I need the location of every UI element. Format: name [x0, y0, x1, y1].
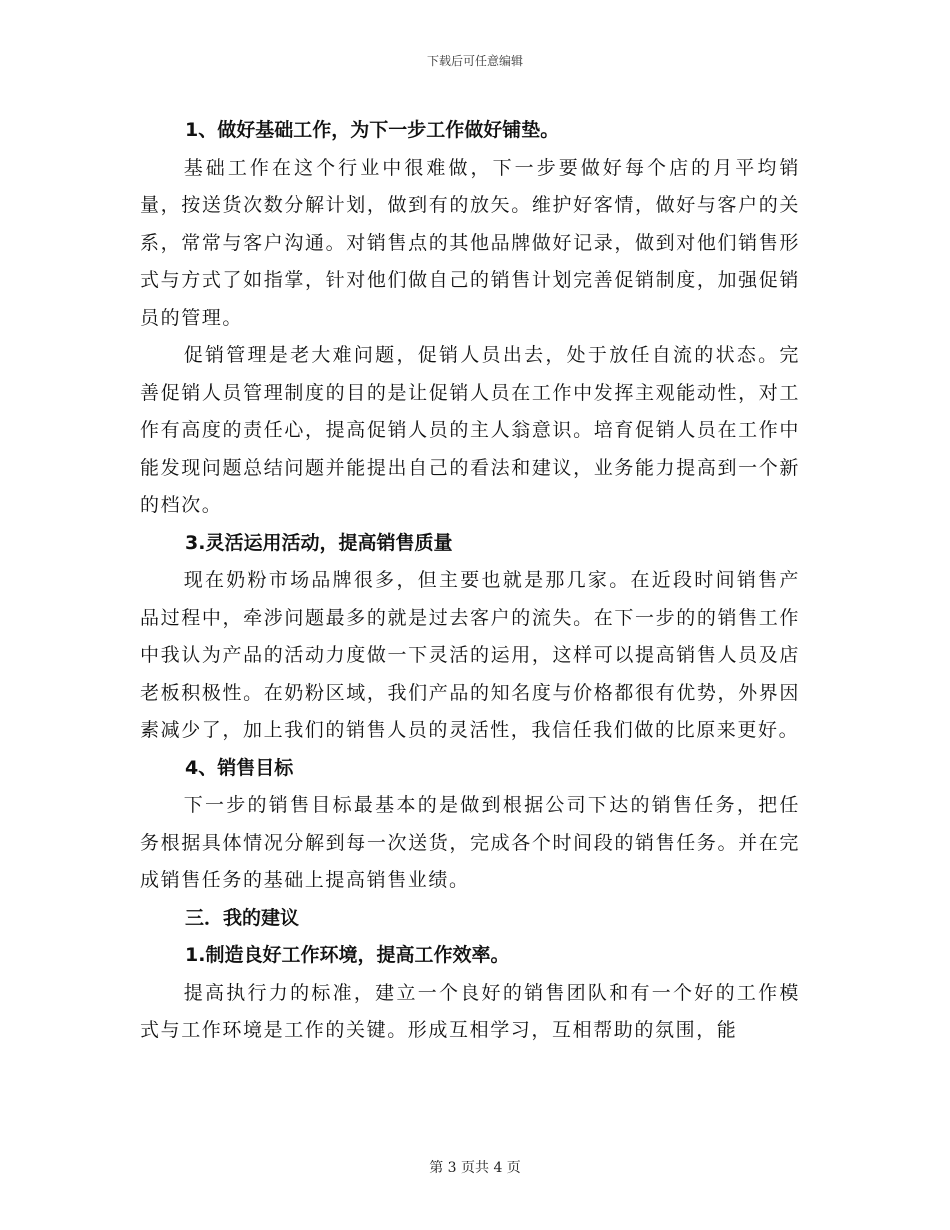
section-heading-suggestions: 三．我的建议 [185, 906, 300, 929]
section-heading-1: 1、做好基础工作，为下一步工作做好铺垫。 [185, 119, 560, 141]
section-heading-4: 4、销售目标 [185, 756, 294, 779]
paragraph-flexible-activities: 现在奶粉市场品牌很多，但主要也就是那几家。在近段时间销售产品过程中，牵涉问题最多的就是过去客户的流失。在下一步的的销售工作中我认为产品的活动力度做一下灵活的运用，这样可以提高销售人员及店老板积极性。在奶粉区域，我们产品的知名度与价格都很有优势，外界因素减少了，加上我们的销售人员的灵活性，我信任我们做的比原来更好。 [140, 569, 800, 741]
paragraph-sales-target: 下一步的销售目标最基本的是做到根据公司下达的销售任务，把任务根据具体情况分解到每一次送货，完成各个时间段的销售任务。并在完成销售任务的基础上提高销售业绩。 [140, 794, 800, 891]
section-heading-work-environment: 1.制造良好工作环境，提高工作效率。 [185, 944, 510, 966]
paragraph-work-environment: 提高执行力的标准，建立一个良好的销售团队和有一个好的工作模式与工作环境是工作的关键。形成互相学习，互相帮助的氛围，能 [140, 981, 800, 1041]
page-footer-number: 第 3 页共 4 页 [429, 1160, 521, 1176]
document-body [140, 110, 800, 1050]
section-heading-3: 3.灵活运用活动，提高销售质量 [185, 531, 453, 554]
paragraph-promotion-management: 促销管理是老大难问题，促销人员出去，处于放任自流的状态。完善促销人员管理制度的目的是让促销人员在工作中发挥主观能动性，对工作有高度的责任心，提高促销人员的主人翁意识。培育促销人员在工作中能发现问题总结问题并能提出自己的看法和建议，业务能力提高到一个新的档次。 [140, 344, 800, 516]
paragraph-basic-work: 基础工作在这个行业中很难做，下一步要做好每个店的月平均销量，按送货次数分解计划，做到有的放矢。维护好客情，做好与客户的关系，常常与客户沟通。对销售点的其他品牌做好记录，做到对他们销售形式与方式了如指掌，针对他们做自己的销售计划完善促销制度，加强促销员的管理。 [140, 156, 800, 329]
page-header-note: 下载后可任意编辑 [426, 54, 523, 68]
